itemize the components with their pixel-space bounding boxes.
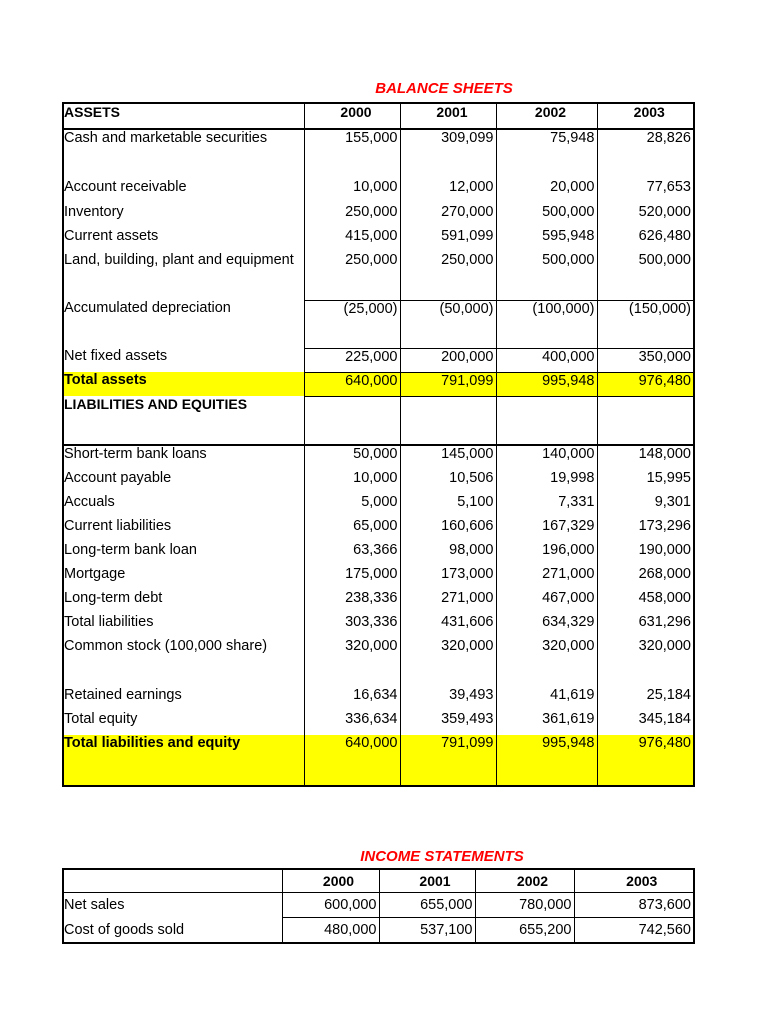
cell-value: 400,000 bbox=[496, 348, 597, 372]
row-label: Total equity bbox=[64, 711, 138, 727]
table-row bbox=[63, 614, 694, 638]
table-row bbox=[63, 129, 694, 179]
year-header: 2002 bbox=[496, 103, 597, 129]
table-row bbox=[63, 204, 694, 228]
table-header-row bbox=[63, 869, 694, 893]
cell-value: 500,000 bbox=[496, 252, 597, 300]
cell-value: 345,184 bbox=[597, 711, 694, 735]
income-statement-table bbox=[62, 868, 695, 944]
table-row bbox=[63, 687, 694, 711]
cell-value: (25,000) bbox=[304, 300, 400, 348]
cell-value: 976,480 bbox=[597, 735, 694, 786]
cell-value: 98,000 bbox=[400, 542, 496, 566]
cell-value: 63,366 bbox=[304, 542, 400, 566]
cell-value: (50,000) bbox=[400, 300, 496, 348]
table-row bbox=[63, 711, 694, 735]
cell-empty bbox=[597, 396, 694, 445]
cell-value: 873,600 bbox=[574, 893, 694, 918]
cell-value: 500,000 bbox=[496, 204, 597, 228]
table-row bbox=[63, 300, 694, 348]
cell-value: 28,826 bbox=[597, 129, 694, 179]
cell-value: 320,000 bbox=[597, 638, 694, 687]
cell-value: 791,099 bbox=[400, 372, 496, 396]
row-label: Total assets bbox=[63, 372, 304, 396]
year-header: 2002 bbox=[475, 869, 574, 893]
cell-value: 10,506 bbox=[400, 470, 496, 494]
cell-value: 595,948 bbox=[496, 228, 597, 252]
cell-value: 271,000 bbox=[400, 590, 496, 614]
table-row bbox=[63, 470, 694, 494]
cell-value: 7,331 bbox=[496, 494, 597, 518]
year-header: 2003 bbox=[574, 869, 694, 893]
table-row bbox=[63, 918, 694, 944]
cell-value: 336,634 bbox=[304, 711, 400, 735]
cell-value: 268,000 bbox=[597, 566, 694, 590]
cell-value: 200,000 bbox=[400, 348, 496, 372]
cell-value: 626,480 bbox=[597, 228, 694, 252]
cell-value: 655,000 bbox=[379, 893, 475, 918]
cell-value: 415,000 bbox=[304, 228, 400, 252]
table-header-row bbox=[63, 103, 694, 129]
row-label: Accuals bbox=[64, 494, 115, 510]
cell-value: 190,000 bbox=[597, 542, 694, 566]
cell-value: 225,000 bbox=[304, 348, 400, 372]
cell-value: 320,000 bbox=[400, 638, 496, 687]
cell-value: 271,000 bbox=[496, 566, 597, 590]
year-header: 2000 bbox=[304, 103, 400, 129]
cell-value: 600,000 bbox=[282, 893, 379, 918]
table-row bbox=[63, 893, 694, 918]
cell-value: 467,000 bbox=[496, 590, 597, 614]
cell-value: 791,099 bbox=[400, 735, 496, 786]
cell-value: 20,000 bbox=[496, 179, 597, 204]
cell-value: 655,200 bbox=[475, 918, 574, 944]
cell-value: 140,000 bbox=[496, 445, 597, 470]
cell-value: 15,995 bbox=[597, 470, 694, 494]
row-label: Net fixed assets bbox=[64, 348, 168, 364]
year-header: 2001 bbox=[400, 103, 496, 129]
cell-value: 10,000 bbox=[304, 179, 400, 204]
cell-value: 320,000 bbox=[304, 638, 400, 687]
cell-value: 39,493 bbox=[400, 687, 496, 711]
cell-value: 10,000 bbox=[304, 470, 400, 494]
header-empty bbox=[63, 869, 282, 893]
income-statement-title: INCOME STATEMENTS bbox=[360, 848, 524, 865]
total-assets-row bbox=[63, 372, 694, 396]
cell-value: 480,000 bbox=[282, 918, 379, 944]
cell-value: 77,653 bbox=[597, 179, 694, 204]
cell-value: 75,948 bbox=[496, 129, 597, 179]
cell-value: 175,000 bbox=[304, 566, 400, 590]
cell-value: 196,000 bbox=[496, 542, 597, 566]
cell-value: 160,606 bbox=[400, 518, 496, 542]
cell-value: 5,000 bbox=[304, 494, 400, 518]
cell-value: 431,606 bbox=[400, 614, 496, 638]
cell-empty bbox=[496, 396, 597, 445]
cell-value: 65,000 bbox=[304, 518, 400, 542]
liabilities-heading: LIABILITIES AND EQUITIES bbox=[63, 396, 304, 445]
cell-value: 350,000 bbox=[597, 348, 694, 372]
cell-value: 361,619 bbox=[496, 711, 597, 735]
cell-value: 780,000 bbox=[475, 893, 574, 918]
cell-value: 500,000 bbox=[597, 252, 694, 300]
assets-heading: ASSETS bbox=[63, 103, 304, 129]
cell-value: 5,100 bbox=[400, 494, 496, 518]
row-label: Long-term bank loan bbox=[64, 542, 197, 558]
cell-value: (100,000) bbox=[496, 300, 597, 348]
cell-value: 9,301 bbox=[597, 494, 694, 518]
cell-value: 520,000 bbox=[597, 204, 694, 228]
cell-value: 173,000 bbox=[400, 566, 496, 590]
balance-sheet-table bbox=[62, 102, 695, 787]
cell-value: 155,000 bbox=[304, 129, 400, 179]
cell-value: 995,948 bbox=[496, 372, 597, 396]
row-label: Account receivable bbox=[64, 179, 187, 195]
cell-value: 634,329 bbox=[496, 614, 597, 638]
cell-value: 640,000 bbox=[304, 735, 400, 786]
table-row bbox=[63, 348, 694, 372]
table-row bbox=[63, 518, 694, 542]
row-label: Total liabilities bbox=[64, 614, 154, 630]
cell-value: 270,000 bbox=[400, 204, 496, 228]
cell-value: 250,000 bbox=[304, 204, 400, 228]
cell-value: 250,000 bbox=[304, 252, 400, 300]
cell-value: 25,184 bbox=[597, 687, 694, 711]
cell-value: 173,296 bbox=[597, 518, 694, 542]
cell-value: 537,100 bbox=[379, 918, 475, 944]
cell-empty bbox=[400, 396, 496, 445]
row-label: Retained earnings bbox=[64, 687, 182, 703]
cell-value: 631,296 bbox=[597, 614, 694, 638]
cell-value: 976,480 bbox=[597, 372, 694, 396]
balance-sheet-title: BALANCE SHEETS bbox=[375, 80, 513, 97]
row-label: Cost of goods sold bbox=[63, 918, 282, 944]
cell-value: 640,000 bbox=[304, 372, 400, 396]
row-label: Current assets bbox=[64, 228, 159, 244]
table-row bbox=[63, 445, 694, 470]
cell-value: 320,000 bbox=[496, 638, 597, 687]
section-header-row bbox=[63, 396, 694, 445]
row-label: Account payable bbox=[64, 470, 172, 486]
table-row bbox=[63, 228, 694, 252]
cell-value: 148,000 bbox=[597, 445, 694, 470]
cell-value: 12,000 bbox=[400, 179, 496, 204]
cell-value: 50,000 bbox=[304, 445, 400, 470]
cell-value: 145,000 bbox=[400, 445, 496, 470]
row-label: Inventory bbox=[64, 204, 124, 220]
cell-empty bbox=[304, 396, 400, 445]
year-header: 2001 bbox=[379, 869, 475, 893]
row-label: Common stock (100,000 share) bbox=[64, 638, 268, 654]
row-label: Net sales bbox=[63, 893, 282, 918]
row-label: Long-term debt bbox=[64, 590, 163, 606]
row-label: Land, building, plant and equipment bbox=[64, 252, 294, 268]
cell-value: 16,634 bbox=[304, 687, 400, 711]
row-label: Total liabilities and equity bbox=[63, 735, 304, 786]
cell-value: 250,000 bbox=[400, 252, 496, 300]
cell-value: 591,099 bbox=[400, 228, 496, 252]
row-label: Short-term bank loans bbox=[64, 446, 207, 462]
row-label: Cash and marketable securities bbox=[64, 130, 268, 146]
cell-value: 458,000 bbox=[597, 590, 694, 614]
table-row bbox=[63, 252, 694, 300]
total-liabilities-equity-row bbox=[63, 735, 694, 786]
cell-value: 41,619 bbox=[496, 687, 597, 711]
table-row bbox=[63, 590, 694, 614]
year-header: 2003 bbox=[597, 103, 694, 129]
cell-value: 167,329 bbox=[496, 518, 597, 542]
table-row bbox=[63, 566, 694, 590]
row-label: Mortgage bbox=[64, 566, 126, 582]
table-row bbox=[63, 179, 694, 204]
cell-value: 309,099 bbox=[400, 129, 496, 179]
cell-value: 19,998 bbox=[496, 470, 597, 494]
cell-value: 359,493 bbox=[400, 711, 496, 735]
cell-value: 238,336 bbox=[304, 590, 400, 614]
row-label: Current liabilities bbox=[64, 518, 172, 534]
table-row bbox=[63, 542, 694, 566]
table-row bbox=[63, 494, 694, 518]
table-row bbox=[63, 638, 694, 687]
cell-value: 742,560 bbox=[574, 918, 694, 944]
cell-value: 995,948 bbox=[496, 735, 597, 786]
year-header: 2000 bbox=[282, 869, 379, 893]
cell-value: 303,336 bbox=[304, 614, 400, 638]
row-label: Accumulated depreciation bbox=[64, 300, 231, 316]
cell-value: (150,000) bbox=[597, 300, 694, 348]
